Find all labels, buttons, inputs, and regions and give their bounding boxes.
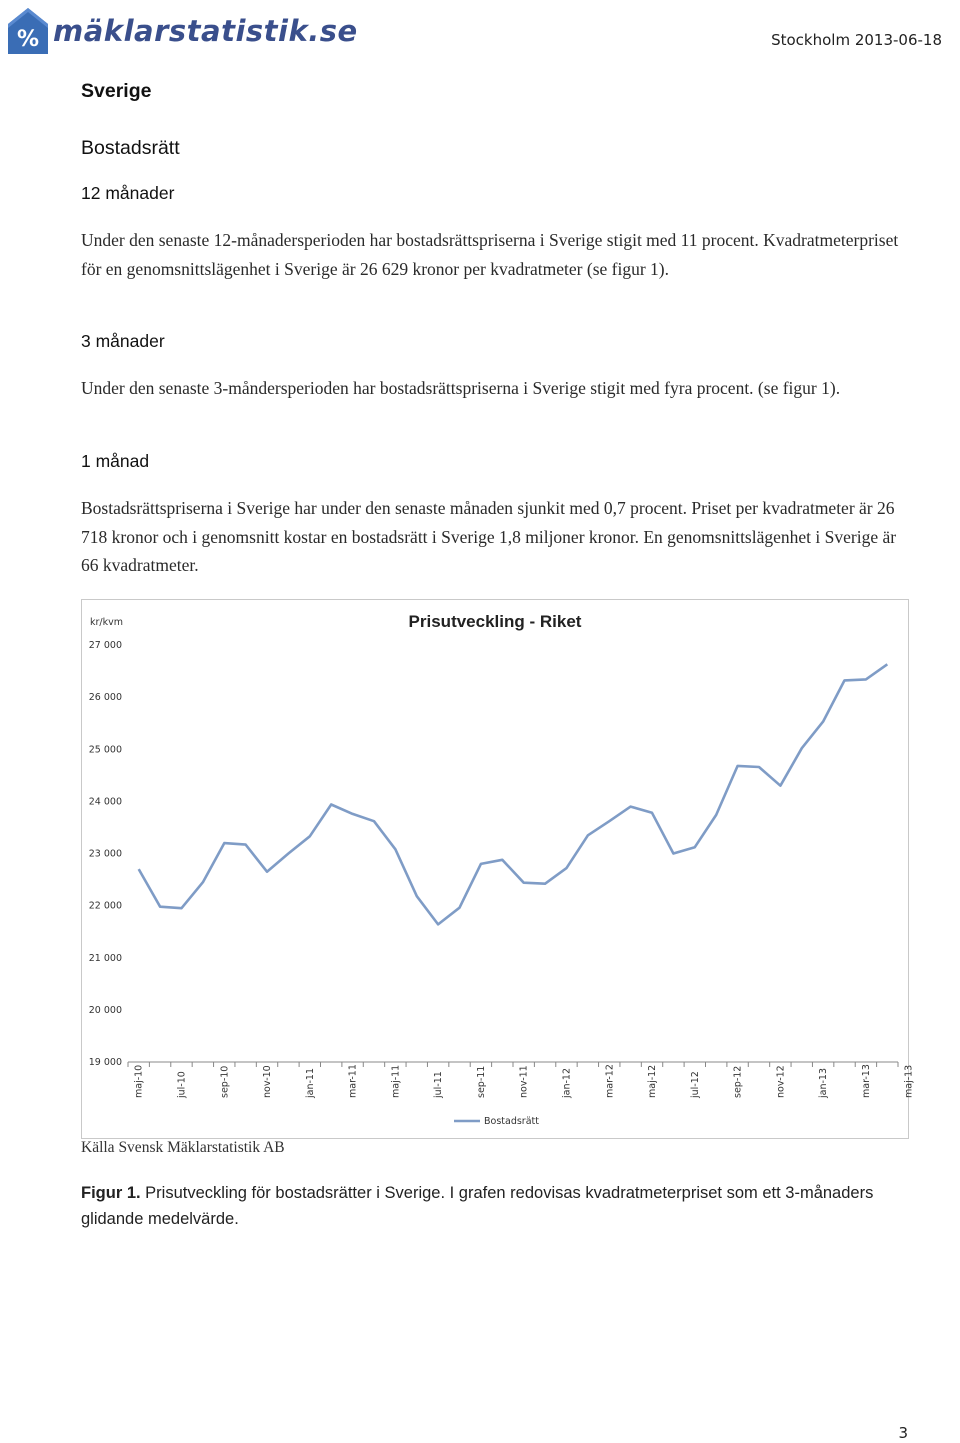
x-tick-label: jan-12: [561, 1068, 573, 1098]
y-tick-label: 21 000: [88, 952, 122, 964]
x-tick-label: nov-12: [775, 1065, 787, 1098]
logo-house-icon: [6, 6, 50, 56]
x-tick-label: maj-13: [903, 1064, 915, 1098]
page-header: [0, 0, 960, 70]
x-tick-label: jan-11: [304, 1068, 316, 1098]
x-tick-label: maj-10: [133, 1064, 145, 1098]
y-tick-label: 23 000: [88, 848, 122, 860]
y-tick-label: 26 000: [88, 692, 122, 704]
section-heading-3m: 3 månader: [81, 331, 165, 351]
x-tick-label: jan-13: [818, 1068, 830, 1098]
y-tick-label: 27 000: [88, 640, 122, 651]
section-text-12m: Under den senaste 12-månadersperioden har bostadsrättspriserna i Sverige stigit med 11 procent. Kvadratmeterpriset för en genomsnittslägenhet i Sverige är 26 629 kronor per kvadratmeter (se figur 1).: [81, 230, 899, 279]
x-tick-label: sep-11: [475, 1065, 487, 1098]
section-heading-1m: 1 månad: [81, 451, 150, 471]
caption-label: Figur 1.: [81, 1184, 141, 1202]
series-line-bostadsratt: [139, 664, 888, 924]
y-tick-label: 25 000: [88, 744, 122, 756]
report-date: Stockholm 2013-06-18: [771, 31, 942, 49]
chart-canvas: [82, 600, 915, 1138]
section-text-3m: Under den senaste 3-måndersperioden har bostadsrättspriserna i Sverige stigit med fyra procent. (se figur 1).: [81, 378, 841, 398]
section-text-1m: Bostadsrättspriserna i Sverige har under den senaste månaden sjunkit med 0,7 procent. Priset per kvadratmeter är 26 718 kronor och i genomsnitt kostar en bostadsrätt i Sverige 1,8 miljoner kronor. En genomsnittslägenhet i Sverige är 66 kvadratmeter.: [81, 498, 897, 575]
source-note: Källa Svensk Mäklarstatistik AB: [81, 1139, 285, 1156]
x-tick-label: mar-12: [604, 1064, 616, 1098]
x-tick-label: jul-10: [176, 1071, 188, 1098]
x-tick-label: sep-12: [732, 1065, 744, 1098]
x-tick-label: maj-12: [647, 1064, 659, 1098]
legend-label: Bostadsrätt: [484, 1116, 539, 1127]
type-heading: Bostadsrätt: [81, 137, 180, 159]
y-tick-label: 20 000: [88, 1004, 122, 1016]
x-tick-label: jul-11: [433, 1071, 445, 1098]
logo[interactable]: [6, 4, 358, 58]
logo-symbol: %: [16, 27, 40, 52]
x-tick-label: maj-11: [390, 1064, 402, 1098]
country-heading: Sverige: [81, 80, 152, 102]
chart-title: Prisutveckling - Riket: [408, 612, 582, 631]
y-tick-label: 24 000: [88, 796, 122, 808]
page-number: 3: [898, 1424, 908, 1442]
caption-text: Prisutveckling för bostadsrätter i Sverige. I grafen redovisas kvadratmeterpriset som ett 3-månaders glidande medelvärde.: [81, 1184, 874, 1228]
section-heading-12m: 12 månader: [81, 183, 175, 203]
x-tick-label: mar-11: [347, 1064, 359, 1098]
x-tick-label: jul-12: [689, 1071, 701, 1098]
price-chart: [81, 599, 915, 1139]
x-tick-label: nov-11: [518, 1065, 530, 1098]
x-tick-label: mar-13: [860, 1064, 872, 1098]
y-axis-label: kr/kvm: [90, 617, 123, 628]
logo-text: mäklarstatistik.se: [53, 14, 358, 48]
x-tick-label: nov-10: [262, 1065, 274, 1098]
figure-caption: [81, 1180, 911, 1232]
x-tick-label: sep-10: [219, 1065, 231, 1098]
y-tick-label: 22 000: [88, 900, 122, 912]
y-tick-label: 19 000: [88, 1057, 122, 1068]
